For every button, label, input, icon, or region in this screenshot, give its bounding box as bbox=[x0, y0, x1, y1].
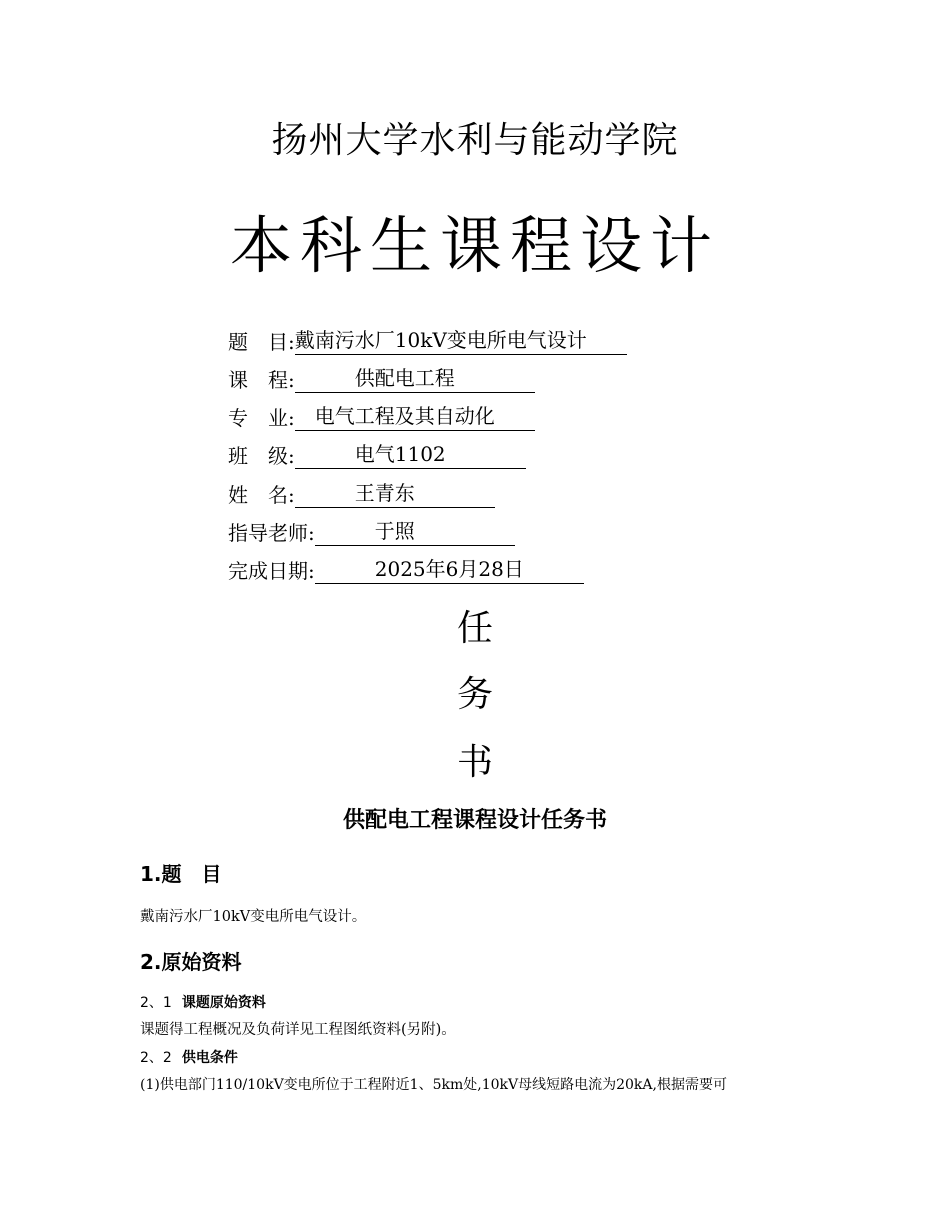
section-1-heading: 1.题 目 bbox=[140, 862, 222, 886]
design-title: 本科生课程设计 bbox=[229, 209, 720, 282]
field-name bbox=[228, 482, 495, 508]
field-label: 完成日期: bbox=[228, 559, 315, 583]
subsection-number: 2、1 bbox=[140, 995, 172, 1011]
field-value: 电气1102 bbox=[295, 443, 526, 469]
task-char-wu: 务 bbox=[456, 674, 493, 715]
field-advisor bbox=[228, 520, 515, 546]
field-class bbox=[228, 443, 526, 469]
field-value: 于照 bbox=[315, 520, 515, 546]
task-char-shu: 书 bbox=[456, 742, 493, 783]
task-char-ren: 任 bbox=[456, 608, 493, 649]
subsection-title: 课题原始资料 bbox=[181, 995, 266, 1011]
section-2-heading: 2.原始资料 bbox=[140, 950, 242, 974]
subsection-2-1-text: 课题得工程概况及负荷详见工程图纸资料(另附)。 bbox=[140, 1022, 456, 1038]
subsection-2-2-text: (1)供电部门110/10kV变电所位于工程附近1、5km处,10kV母线短路电流为20kA,根据需要可 bbox=[140, 1077, 727, 1093]
subsection-2-1-heading bbox=[140, 992, 266, 1012]
field-label: 指导老师: bbox=[228, 521, 315, 545]
field-label: 专 业: bbox=[228, 406, 295, 430]
field-label: 课 程: bbox=[228, 368, 295, 392]
field-value: 戴南污水厂10kV变电所电气设计 bbox=[295, 329, 627, 355]
subsection-number: 2、2 bbox=[140, 1050, 172, 1066]
field-course bbox=[228, 367, 535, 393]
field-date bbox=[228, 558, 584, 584]
field-value: 2025年6月28日 bbox=[315, 558, 584, 584]
field-value: 供配电工程 bbox=[295, 367, 535, 393]
task-book-title: 供配电工程课程设计任务书 bbox=[342, 808, 607, 833]
field-label: 班 级: bbox=[228, 444, 295, 468]
field-value: 王青东 bbox=[295, 482, 495, 508]
field-label: 姓 名: bbox=[228, 483, 295, 507]
subsection-title: 供电条件 bbox=[181, 1050, 238, 1066]
field-topic bbox=[228, 329, 627, 355]
subsection-2-2-heading bbox=[140, 1047, 238, 1067]
school-name: 扬州大学水利与能动学院 bbox=[271, 120, 679, 161]
section-1-text: 戴南污水厂10kV变电所电气设计。 bbox=[140, 909, 367, 925]
field-label: 题 目: bbox=[228, 330, 295, 354]
field-value: 电气工程及其自动化 bbox=[295, 405, 535, 431]
field-major bbox=[228, 405, 535, 431]
